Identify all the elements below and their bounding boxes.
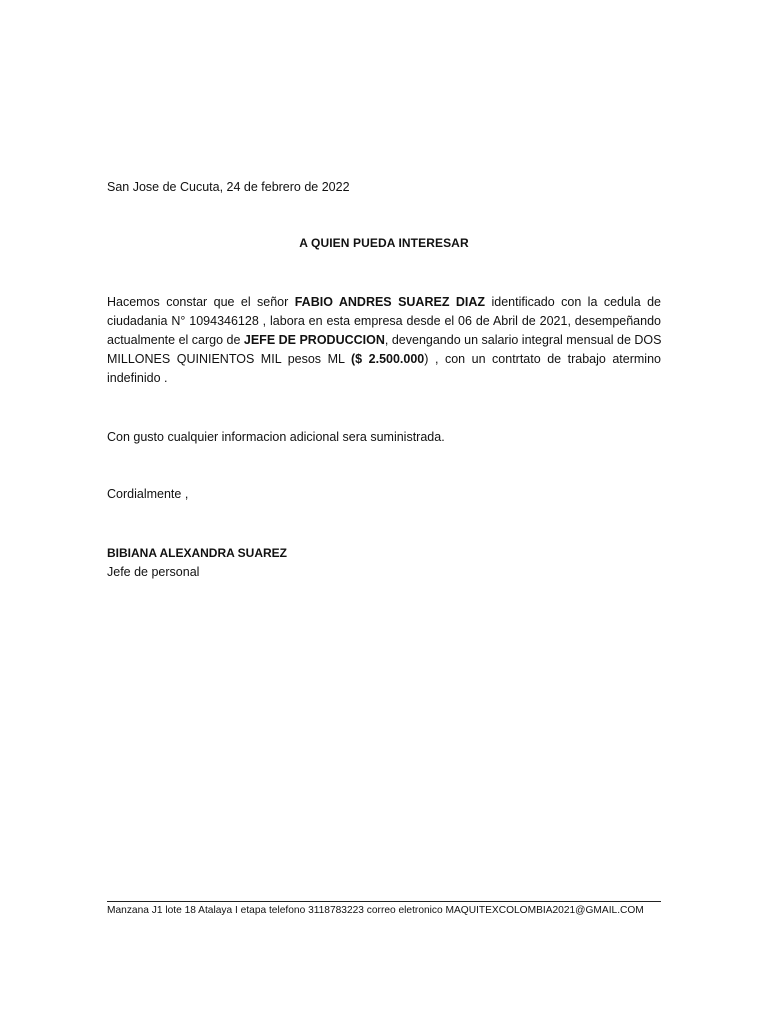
closing-salutation: Cordialmente ,	[107, 487, 189, 501]
body-line-1	[107, 293, 661, 312]
body-line-2: ciudadania N° 1094346128 , labora en esta empresa desde el 06 de Abril de 2021, desempeñando	[107, 314, 661, 328]
letter-heading: A QUIEN PUEDA INTERESAR	[299, 236, 469, 250]
job-position: JEFE DE PRODUCCION	[243, 333, 385, 347]
body-line-5: indefinido .	[107, 371, 168, 385]
body-line-3-post: , devengando un salario integral mensual de DOS	[384, 333, 662, 347]
body-paragraph	[107, 293, 661, 388]
footer-divider	[107, 901, 661, 902]
body-line-4-pre: MILLONES QUINIENTOS MIL pesos ML	[107, 352, 352, 366]
employee-name: FABIO ANDRES SUAREZ DIAZ	[294, 295, 486, 309]
additional-info: Con gusto cualquier informacion adicional sera suministrada.	[107, 430, 445, 444]
body-line-3-pre: actualmente el cargo de	[107, 333, 244, 347]
footer-contact: Manzana J1 lote 18 Atalaya I etapa telefono 3118783223 correo eletronico MAQUITEXCOLOMBIA2021@GMAIL.COM	[107, 905, 644, 916]
signer-title: Jefe de personal	[107, 565, 200, 579]
salary-amount: ($ 2.500.000	[351, 352, 425, 366]
place-date: San Jose de Cucuta, 24 de febrero de 2022	[107, 180, 350, 194]
body-line-1-post: identificado con la cedula de	[485, 295, 661, 309]
body-line-1-pre: Hacemos constar que el señor	[107, 295, 295, 309]
body-line-4	[107, 350, 661, 369]
body-line-4-post: ) , con un contrtato de trabajo atermino	[424, 352, 661, 366]
signer-name: BIBIANA ALEXANDRA SUAREZ	[107, 546, 287, 560]
body-line-3	[107, 331, 661, 350]
